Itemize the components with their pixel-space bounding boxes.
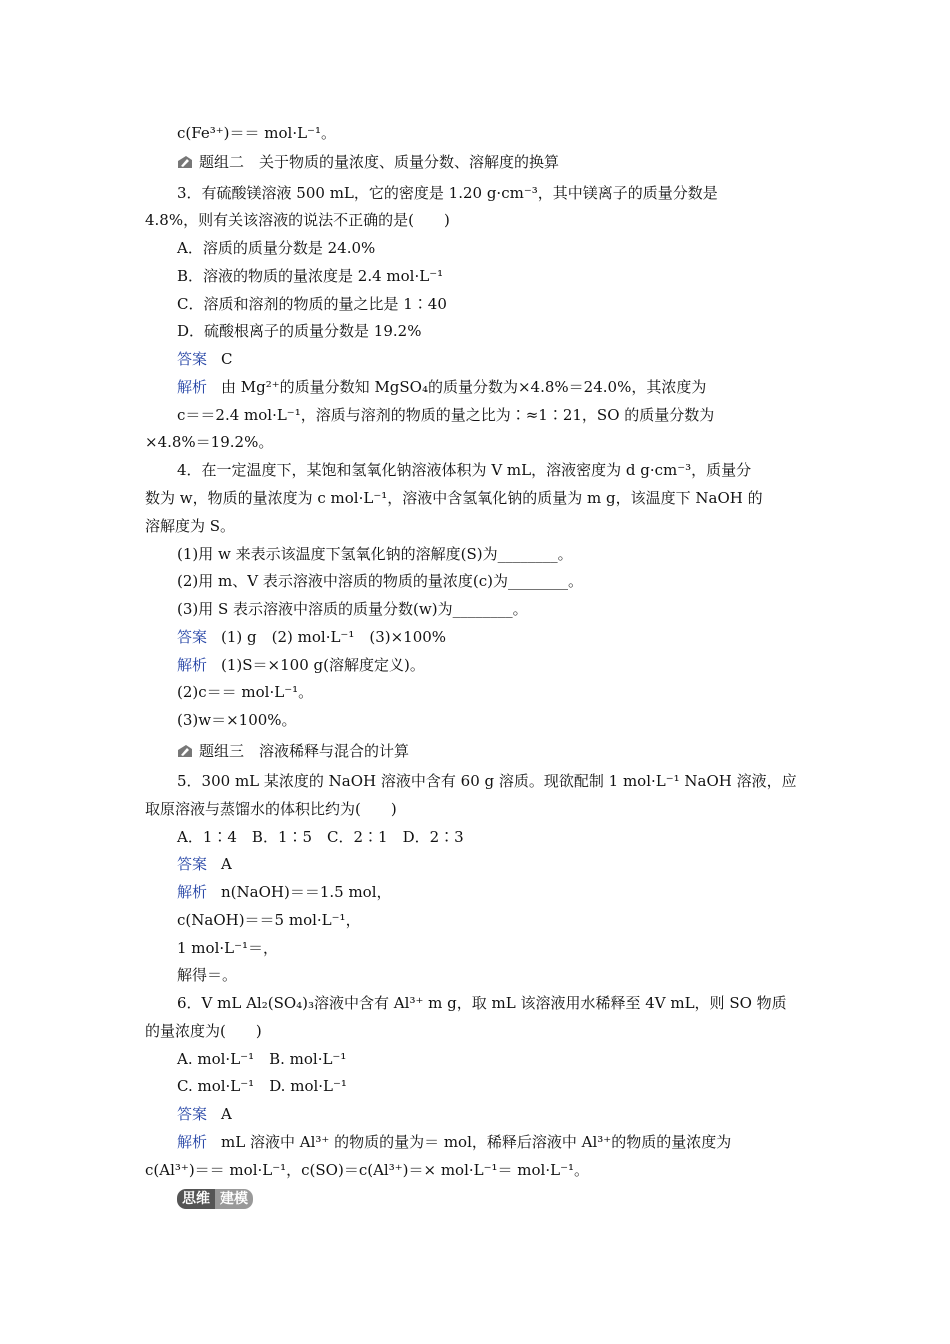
analysis-text: (1)S＝×100 g(溶解度定义)。 [221,656,425,674]
analysis-label: 解析 [177,378,208,396]
analysis-label: 解析 [177,883,208,901]
option-text: A. mol·L⁻¹ B. mol·L⁻¹ [177,1050,347,1068]
analysis-line [177,882,842,902]
answer-line [177,349,842,369]
answer-label: 答案 [177,628,208,646]
analysis-text: (3)w＝×100%。 [177,711,297,729]
badge-right: 建模 [215,1189,253,1209]
heading-text: 题组二 关于物质的量浓度、质量分数、溶解度的换算 [199,153,560,171]
answer-line [177,627,842,647]
answer-value: C [221,350,233,368]
analysis-text: ×4.8%＝19.2%。 [145,433,274,451]
option-text: C. mol·L⁻¹ D. mol·L⁻¹ [177,1077,347,1095]
answer-value: (1) g (2) mol·L⁻¹ (3)×100% [221,628,447,646]
question-text: 5．300 mL 某浓度的 NaOH 溶液中含有 60 g 溶质。现欲配制 1 mol·L⁻¹ NaOH 溶液，应 [177,772,797,790]
badge-left: 思维 [177,1189,215,1209]
answer-line [177,854,842,874]
section-heading [177,152,842,172]
option-text: D．硫酸根离子的质量分数是 19.2% [177,322,422,340]
answer-value: A [221,1105,232,1123]
thinking-model-badge [177,1189,253,1209]
option-text: B．溶液的物质的量浓度是 2.4 mol·L⁻¹ [177,267,444,285]
question-text: 4．在一定温度下，某饱和氢氧化钠溶液体积为 V mL，溶液密度为 d g·cm⁻³，质量分 [177,461,752,479]
option-text: C．溶质和溶剂的物质的量之比是 1∶40 [177,295,447,313]
analysis-line [177,655,842,675]
sub-question: (2)用 m、V 表示溶液中溶质的物质的量浓度(c)为________。 [177,572,583,590]
analysis-text: c＝＝2.4 mol·L⁻¹，溶质与溶剂的物质的量之比为∶≈1∶21，SO 的质量分数为 [177,406,715,424]
question-text: 取原溶液与蒸馏水的体积比约为( ) [145,800,397,818]
analysis-text: c(NaOH)＝＝5 mol·L⁻¹， [177,911,361,929]
question-text: 3．有硫酸镁溶液 500 mL，它的密度是 1.20 g·cm⁻³，其中镁离子的质量分数是 [177,184,718,202]
pencil-icon [177,744,193,758]
analysis-line [177,377,842,397]
analysis-text: (2)c＝＝ mol·L⁻¹。 [177,683,314,701]
analysis-text: n(NaOH)＝＝1.5 mol， [221,883,392,901]
analysis-text: 由 Mg²⁺的质量分数知 MgSO₄的质量分数为×4.8%＝24.0%，其浓度为 [221,378,707,396]
answer-value: A [221,855,232,873]
question-text: 4.8%，则有关该溶液的说法不正确的是( ) [145,211,450,229]
question-text: 6．V mL Al₂(SO₄)₃溶液中含有 Al³⁺ m g，取 mL 该溶液用水稀释至 4V mL，则 SO 物质 [177,994,787,1012]
sub-question: (1)用 w 来表示该温度下氢氧化钠的溶解度(S)为________。 [177,545,573,563]
question-text: 的量浓度为( ) [145,1022,262,1040]
option-text: A．溶质的质量分数是 24.0% [177,239,376,257]
analysis-label: 解析 [177,656,208,674]
section-heading [177,741,842,761]
analysis-text: c(Al³⁺)＝＝ mol·L⁻¹，c(SO)＝c(Al³⁺)＝× mol·L⁻¹＝ mol·L⁻¹。 [145,1161,590,1179]
answer-label: 答案 [177,1105,208,1123]
analysis-text: mL 溶液中 Al³⁺ 的物质的量为＝ mol，稀释后溶液中 Al³⁺的物质的量浓度为 [221,1133,732,1151]
answer-label: 答案 [177,350,208,368]
analysis-text: 解得＝。 [177,966,238,984]
option-text: A．1∶4 B．1∶5 C．2∶1 D．2∶3 [177,828,464,846]
pencil-icon [177,155,193,169]
analysis-label: 解析 [177,1133,208,1151]
text-line: c(Fe³⁺)＝＝ mol·L⁻¹。 [177,124,336,142]
answer-label: 答案 [177,855,208,873]
question-text: 数为 w，物质的量浓度为 c mol·L⁻¹，溶液中含氢氧化钠的质量为 m g，该温度下 NaOH 的 [145,489,763,507]
analysis-line [177,1132,842,1152]
sub-question: (3)用 S 表示溶液中溶质的质量分数(w)为________。 [177,600,528,618]
question-text: 溶解度为 S。 [145,517,236,535]
answer-line [177,1104,842,1124]
heading-text: 题组三 溶液稀释与混合的计算 [199,742,410,760]
analysis-text: 1 mol·L⁻¹＝， [177,939,279,957]
